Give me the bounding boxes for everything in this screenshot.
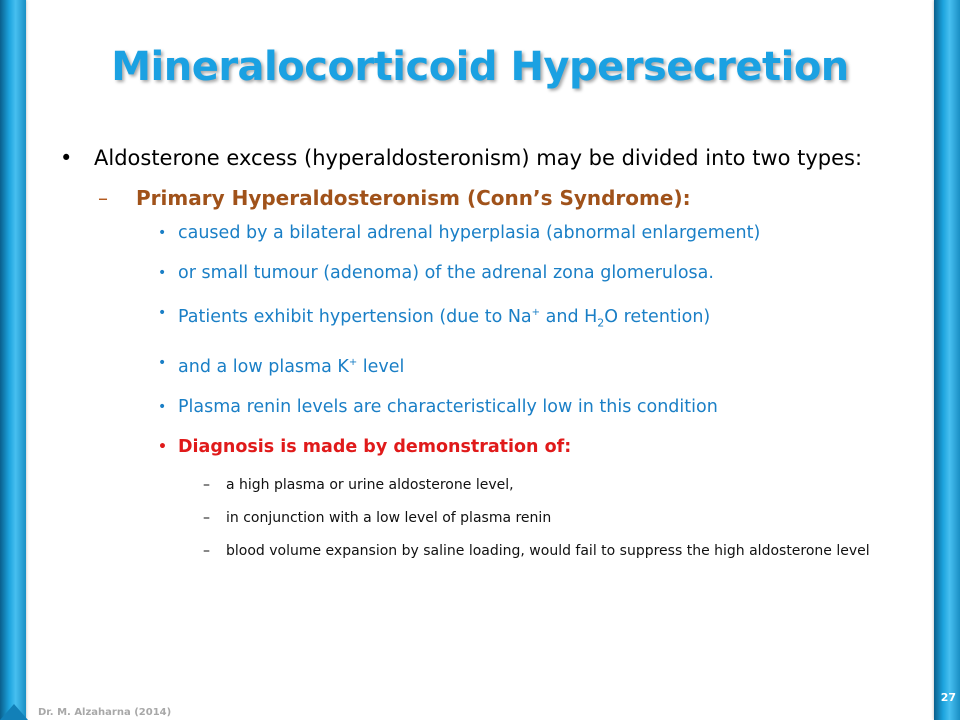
bullet-dot-icon: • xyxy=(158,305,167,321)
intro-text: Aldosterone excess (hyperaldosteronism) may be divided into two types: xyxy=(94,146,863,170)
bullet-dot-icon: • xyxy=(158,265,167,281)
potassium-part: level xyxy=(357,357,405,378)
potassium-part: and a low plasma K xyxy=(178,357,349,378)
bullet-diagnosis xyxy=(58,434,908,460)
footer-author: Dr. M. Alzaharna (2014) xyxy=(38,707,172,718)
diagnosis-item xyxy=(58,507,908,529)
bullet-cause-2 xyxy=(58,260,908,286)
bullet-intro xyxy=(58,143,908,174)
water-subscript: 2 xyxy=(597,316,605,330)
hypertension-text xyxy=(178,306,711,330)
renin-text: Plasma renin levels are characteristically low in this condition xyxy=(178,397,718,418)
bullet-renin xyxy=(58,394,908,420)
bullet-dot-icon: • xyxy=(158,399,167,416)
bullet-dot-icon: • xyxy=(158,225,167,241)
diagnosis-item-text: in conjunction with a low level of plasma renin xyxy=(226,510,552,527)
diagnosis-item-text: a high plasma or urine aldosterone level, xyxy=(226,477,514,494)
bullet-dash-icon: – xyxy=(203,477,210,494)
diagnosis-item xyxy=(58,474,908,496)
potassium-text xyxy=(178,357,404,377)
bullet-dash-icon: – xyxy=(203,510,210,527)
primary-heading: Primary Hyperaldosteronism (Conn’s Syndrome): xyxy=(136,186,691,210)
bullet-dot-icon: • xyxy=(158,439,167,456)
hypertension-part: O retention) xyxy=(604,306,711,327)
cause-text: caused by a bilateral adrenal hyperplasia (abnormal enlargement) xyxy=(178,223,761,243)
page-number: 27 xyxy=(940,691,956,704)
bullet-dash-icon: – xyxy=(203,543,210,560)
potassium-charge: + xyxy=(348,357,358,369)
slide-title: Mineralocorticoid Hypersecretion xyxy=(111,44,849,90)
sodium-charge: + xyxy=(531,307,541,318)
diagnosis-heading: Diagnosis is made by demonstration of: xyxy=(178,437,572,458)
bullet-dot-icon: • xyxy=(158,355,167,372)
bullet-cause-1 xyxy=(58,220,908,246)
left-side-bar xyxy=(0,0,26,720)
hypertension-part: and H xyxy=(540,306,598,327)
bullet-dash-icon: – xyxy=(98,186,108,210)
right-side-bar xyxy=(934,0,960,720)
bullet-hypertension xyxy=(58,300,908,336)
bullet-primary xyxy=(58,184,908,212)
hypertension-part: Patients exhibit hypertension (due to Na xyxy=(178,306,532,327)
bullet-potassium xyxy=(58,350,908,380)
slide-content xyxy=(58,143,908,573)
cause-text: or small tumour (adenoma) of the adrenal zona glomerulosa. xyxy=(178,263,714,283)
diagnosis-item-text: blood volume expansion by saline loading, would fail to suppress the high aldosterone level xyxy=(226,543,870,560)
bullet-dot-icon: • xyxy=(60,146,73,170)
diagnosis-item xyxy=(58,540,908,562)
corner-arrow-icon xyxy=(0,704,28,720)
